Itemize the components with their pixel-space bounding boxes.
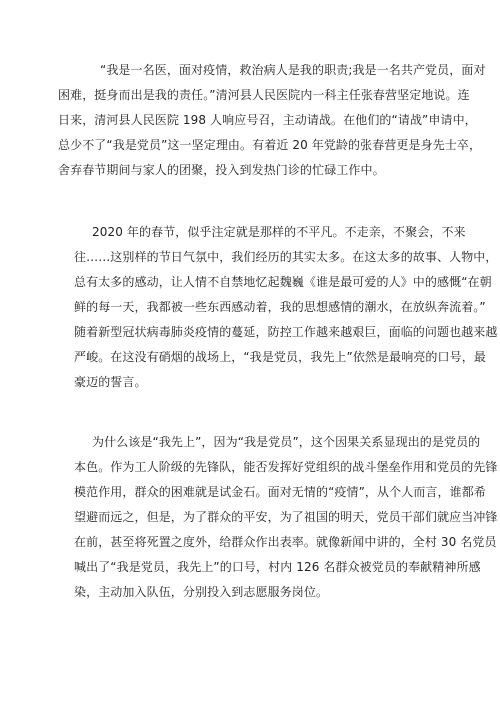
- paragraph-line: 望避而远之，但是，为了群众的平安，为了祖国的明天，党员干部们就应当冲锋: [74, 510, 498, 524]
- paragraph-line: 2020 年的春节，似乎注定就是那样的不平凡。不走亲，不聚会，不来: [92, 225, 466, 239]
- paragraph-line: 鲜的每一天，我都被一些东西感动着，我的思想感情的潮水，在放纵奔流着。”: [74, 300, 486, 314]
- paragraph-line: 舍弃春节期间与家人的团聚，投入到发热门诊的忙碌工作中。: [58, 163, 385, 177]
- paragraph-3: [74, 430, 498, 605]
- paragraph-spacer: [74, 395, 458, 430]
- paragraph-line: 模范作用，群众的困难就是试金石。面对无情的“疫情”，从个人而言，谁都希: [74, 485, 486, 499]
- paragraph-line: 总有太多的感动，让人情不自禁地忆起魏巍《谁是最可爱的人》中的感慨“在朝: [74, 275, 492, 289]
- paragraph-line: 在前，甚至将死置之度外，给群众作出表率。就像新闻中讲的，全村 30 名党员: [74, 535, 497, 549]
- paragraph-spacer: [74, 183, 458, 220]
- paragraph-line: 往……这别样的节日气氛中，我们经历的其实太多。在这太多的故事、人物中，: [74, 250, 498, 264]
- paragraph-line: 豪迈的誓言。: [74, 375, 147, 389]
- paragraph-line: 随着新型冠状病毒肺炎疫情的蔓延，防控工作越来越艰巨，面临的问题也越来越: [74, 325, 498, 339]
- paragraph-line: 严峻。在这没有硝烟的战场上，“我是党员，我先上”依然是最响亮的口号，最: [74, 350, 486, 364]
- paragraph-line: 本色。作为工人阶级的先锋队，能否发挥好党组织的战斗堡垒作用和党员的先锋: [74, 460, 498, 474]
- paragraph-line: 困难，挺身而出是我的责任。”清河县人民医院内一科主任张春营坚定地说。连: [58, 88, 470, 102]
- paragraph-line: “我是一名医，面对疫情，救治病人是我的职责;我是一名共产党员，面对: [100, 63, 486, 77]
- paragraph-line: 总少不了“我是党员”这一坚定理由。有着近 20 年党龄的张春营更是身先士卒，: [58, 138, 482, 152]
- paragraph-line: 喊出了“我是党员，我先上”的口号，村内 126 名群众被党员的奉献精神所感: [74, 560, 481, 574]
- paragraph-line: 日来，清河县人民医院 198 人响应号召，主动请战。在他们的“请战”申请中，: [58, 113, 477, 127]
- paragraph-1: [58, 58, 486, 183]
- paragraph-line: 为什么该是“我先上”，因为“我是党员”，这个因果关系显现出的是党员的: [92, 435, 481, 449]
- paragraph-line: 染，主动加入队伍，分别投入到志愿服务岗位。: [74, 585, 329, 599]
- paragraph-2: [74, 220, 498, 395]
